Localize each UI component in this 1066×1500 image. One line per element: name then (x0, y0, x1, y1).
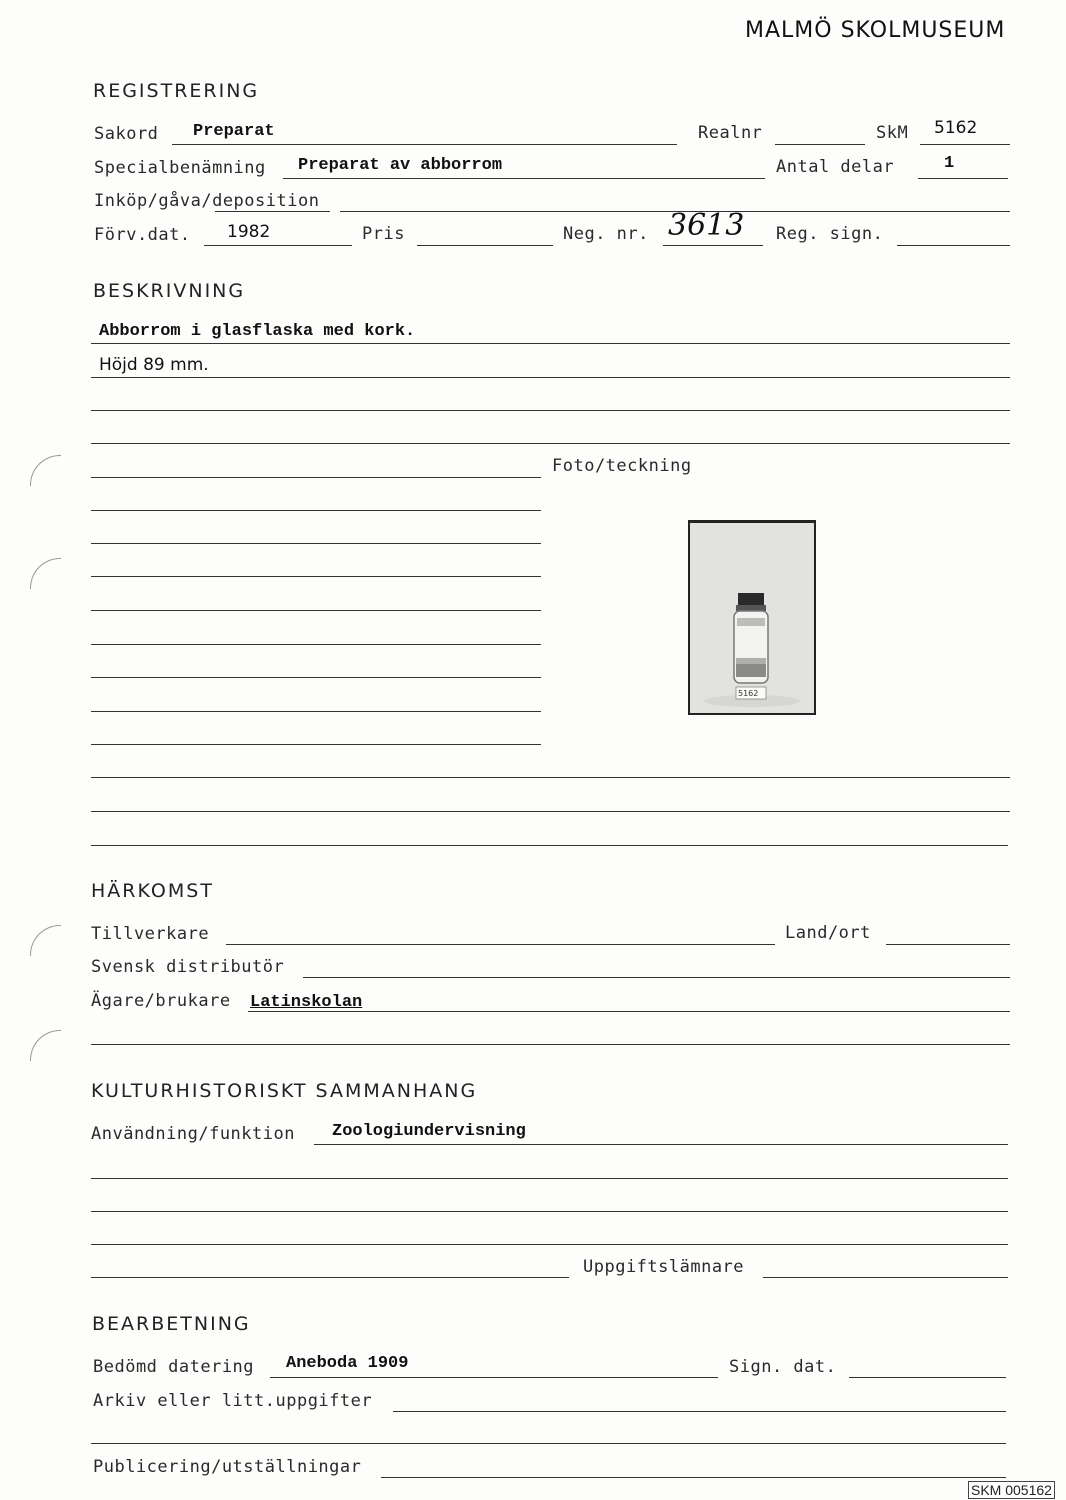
neg-label: Neg. nr. (563, 224, 649, 244)
rule (91, 1044, 1010, 1045)
sign-line (849, 1377, 1006, 1378)
beskrivning-line-1: Abborrom i glasflaska med kork. (99, 322, 416, 341)
sign-label: Sign. dat. (729, 1357, 837, 1377)
rule (91, 777, 1010, 778)
rule (91, 343, 1010, 344)
uppgift-label: Uppgiftslämnare (583, 1257, 745, 1277)
forv-label: Förv.dat. (94, 225, 191, 245)
skm-line (920, 144, 1010, 145)
publ-label: Publicering/utställningar (93, 1457, 362, 1477)
agare-value: Latinskolan (250, 993, 363, 1012)
bedomd-line (270, 1377, 718, 1378)
forv-value: 1982 (227, 222, 271, 242)
beskrivning-line-2: Höjd 89 mm. (99, 355, 209, 375)
rule (91, 1211, 1008, 1212)
tillverkare-label: Tillverkare (91, 924, 210, 944)
neg-value: 3613 (668, 208, 745, 243)
section-beskrivning: BESKRIVNING (93, 280, 246, 302)
punch-hole-icon (30, 1030, 61, 1061)
inkop-label: Inköp/gåva/deposition (94, 191, 320, 211)
publ-line (381, 1477, 1006, 1478)
foto-label: Foto/teckning (552, 456, 692, 476)
bedomd-value: Aneboda 1909 (286, 1354, 409, 1373)
arkiv-label: Arkiv eller litt.uppgifter (93, 1391, 373, 1411)
rule (91, 377, 1010, 378)
uppgift-line (763, 1277, 1008, 1278)
pris-label: Pris (362, 224, 405, 244)
anvandning-value: Zoologiundervisning (332, 1122, 526, 1141)
antal-label: Antal delar (776, 157, 895, 177)
anvandning-label: Användning/funktion (91, 1124, 295, 1144)
land-label: Land/ort (785, 923, 871, 943)
punch-hole-icon (30, 925, 61, 956)
rule (91, 845, 1008, 846)
skm-label: SkM (876, 123, 909, 143)
rule (91, 410, 1010, 411)
anvandning-line (314, 1144, 1008, 1145)
rule (91, 1277, 569, 1278)
arkiv-line (393, 1411, 1006, 1412)
museum-title: MALMÖ SKOLMUSEUM (745, 18, 1006, 43)
rule (91, 711, 541, 712)
punch-hole-icon (30, 558, 61, 589)
section-kultur: KULTURHISTORISKT SAMMANHANG (91, 1080, 478, 1102)
rule (91, 677, 541, 678)
special-value: Preparat av abborrom (298, 156, 503, 175)
tillverkare-line (226, 944, 775, 945)
rule (91, 1443, 1006, 1444)
sakord-value: Preparat (193, 122, 275, 141)
rule (91, 576, 541, 577)
rule (91, 1178, 1008, 1179)
glass-bottle-icon (690, 523, 814, 713)
rule (91, 610, 541, 611)
sakord-label: Sakord (94, 124, 159, 144)
land-line (886, 944, 1010, 945)
antal-line (918, 178, 1008, 179)
rule (91, 644, 541, 645)
photo-tag: 5162 (738, 689, 759, 698)
specimen-photo (688, 520, 816, 715)
distributor-label: Svensk distributör (91, 957, 285, 977)
realnr-label: Realnr (698, 123, 763, 143)
rule (91, 811, 1010, 812)
agare-label: Ägare/brukare (91, 991, 231, 1011)
regsign-label: Reg. sign. (776, 224, 884, 244)
sakord-line (172, 144, 677, 145)
regsign-line (897, 245, 1010, 246)
rule (91, 543, 541, 544)
rule (91, 443, 1010, 444)
punch-hole-icon (30, 455, 61, 486)
skm-value: 5162 (934, 118, 978, 138)
archive-stamp: SKM 005162 (968, 1481, 1055, 1499)
rule (91, 1244, 1008, 1245)
agare-line (248, 1011, 1010, 1012)
rule (91, 744, 541, 745)
deposition-underline (215, 211, 330, 212)
antal-value: 1 (944, 154, 955, 173)
section-bearbetning: BEARBETNING (92, 1313, 251, 1335)
distributor-line (303, 977, 1010, 978)
section-registrering: REGISTRERING (93, 80, 260, 102)
forv-line (204, 245, 352, 246)
special-line (283, 178, 765, 179)
rule (91, 477, 541, 478)
neg-line (663, 245, 763, 246)
pris-line (417, 245, 553, 246)
rule (91, 510, 541, 511)
section-harkomst: HÄRKOMST (91, 880, 214, 902)
special-label: Specialbenämning (94, 158, 266, 178)
realnr-line (775, 144, 865, 145)
bedomd-label: Bedömd datering (93, 1357, 255, 1377)
